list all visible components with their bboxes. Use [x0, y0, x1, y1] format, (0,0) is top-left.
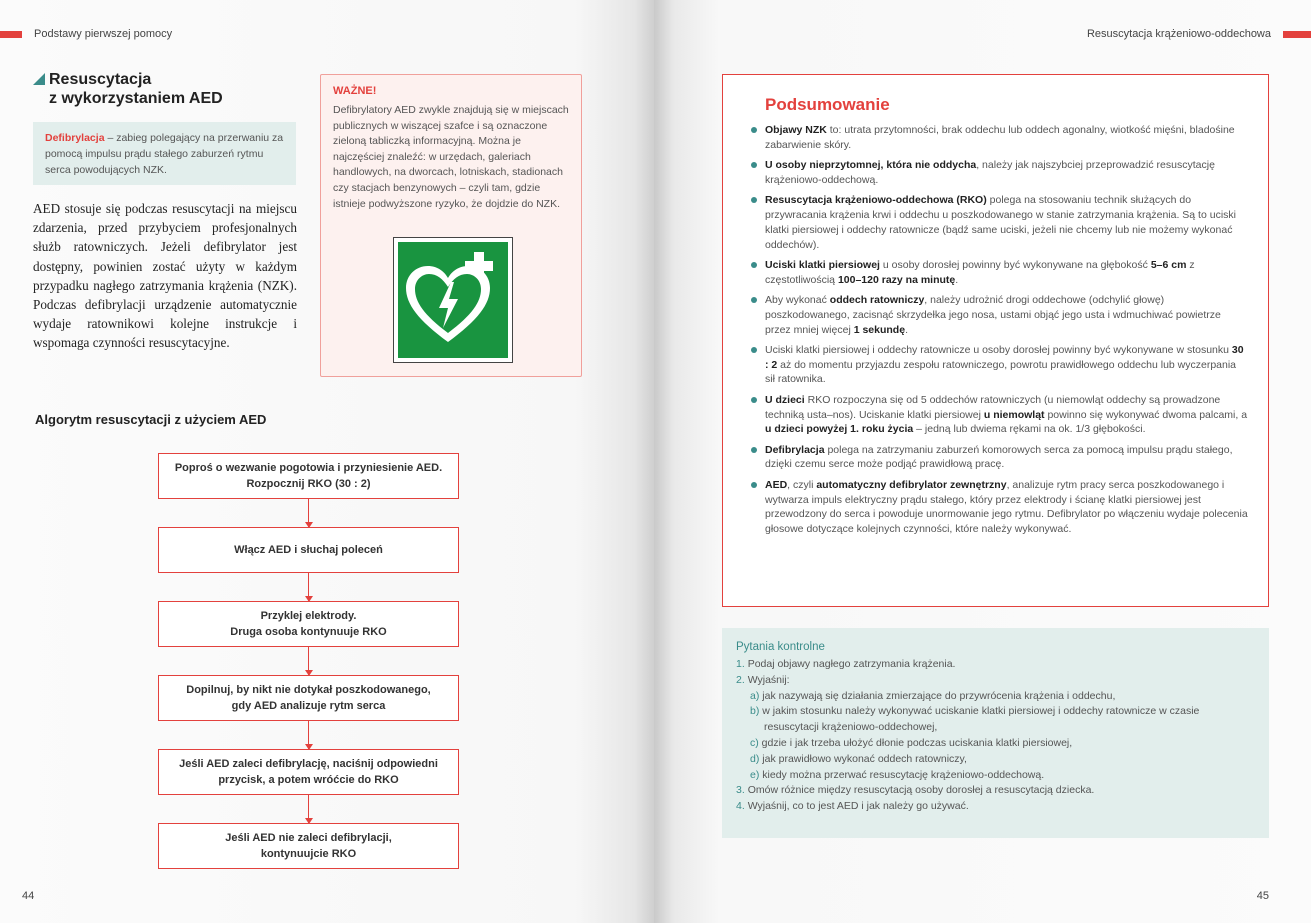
- flow-step-line: Przyklej elektrody.: [260, 610, 357, 622]
- flow-step: [158, 527, 459, 573]
- summary-bold: U osoby nieprzytomnej, która nie oddycha: [765, 159, 977, 172]
- flow-step-line: Włącz AED i słuchaj poleceń: [234, 544, 383, 556]
- flow-step-line: Dopilnuj, by nikt nie dotykał poszkodowanego,: [186, 684, 431, 696]
- flow-arrow: [308, 499, 309, 527]
- question-item: [736, 657, 1255, 673]
- summary-bold: oddech ratowniczy: [829, 293, 925, 306]
- summary-bold: 5–6 cm: [1150, 258, 1187, 271]
- flow-arrow: [308, 647, 309, 675]
- summary-text: – jedną lub dwiema rękami na ok. 1/3 głębokości.: [913, 423, 1146, 436]
- triangle-marker-icon: [33, 73, 45, 85]
- summary-text: to: utrata przytomności, brak oddechu lub oddech agonalny, wiotkość mięśni, bladośine zabarwienie skóry.: [765, 124, 1235, 151]
- important-text: Defibrylatory AED zwykle znajdują się w miejscach publicznych w wiszącej szafce i są oznaczone zieloną tabliczką informacyjną. Można je najczęściej znaleźć: w urzędach, galeriach handlowych, na dworcach, lotniskach, stadionach czy stacjach benzynowych – czyli tam, gdzie istnieje podwyższone ryzyko, że dojdzie do NZK.: [333, 104, 569, 210]
- summary-bold: Defibrylacja: [765, 443, 825, 456]
- summary-text: .: [905, 323, 908, 336]
- running-header-left: Podstawy pierwszej pomocy: [34, 28, 173, 40]
- flow-step-line: Jeśli AED zaleci defibrylację, naciśnij odpowiedni: [179, 758, 438, 770]
- question-text: gdzie i jak trzeba ułożyć dłonie podczas uciskania klatki piersiowej,: [761, 736, 1073, 749]
- question-number: 4.: [736, 800, 748, 813]
- flow-step-line: przycisk, a potem wróćcie do RKO: [218, 774, 399, 786]
- page-number-right: 45: [1256, 890, 1269, 902]
- summary-text: powinno się wykonywać dwoma palcami, a: [1044, 408, 1248, 421]
- question-number: 2.: [736, 673, 748, 686]
- flow-step: [158, 453, 459, 499]
- summary-text: polega na stosowaniu technik służących do przywracania krążenia krwi i oddechu u poszkodowanego w stanie zatrzymania krążenia. Są to uciski klatki piersiowej i oddechy ratownicze (bądź same uciski, jeżeli nie chcemy lub nie możemy wykonać oddechów).: [765, 194, 1236, 251]
- summary-item: [765, 393, 1248, 437]
- question-text: jak prawidłowo wykonać oddech ratowniczy,: [762, 752, 967, 765]
- question-text: jak nazywają się działania zmierzające do przywrócenia krążenia i oddechu,: [762, 689, 1116, 702]
- summary-item: [765, 258, 1248, 288]
- summary-item: [765, 293, 1248, 337]
- summary-item: [765, 193, 1248, 252]
- question-item: [736, 673, 1255, 689]
- questions-box: [722, 628, 1269, 838]
- question-number: 3.: [736, 784, 748, 797]
- flow-step: [158, 675, 459, 721]
- question-item: [736, 704, 1255, 720]
- summary-item: [765, 443, 1248, 473]
- section-title: Resuscytacja z wykorzystaniem AED: [33, 70, 223, 108]
- flow-step-line: Druga osoba kontynuuje RKO: [230, 626, 387, 638]
- flow-step: [158, 823, 459, 869]
- question-item: [736, 768, 1255, 784]
- heart-lightning-cross-icon: [398, 242, 508, 358]
- aed-sign-icon: [393, 237, 513, 363]
- summary-item: [765, 343, 1248, 387]
- right-page: [654, 0, 1311, 923]
- flow-step-line: kontynuujcie RKO: [260, 848, 357, 860]
- flow-arrow: [308, 573, 309, 601]
- flow-step: [158, 749, 459, 795]
- important-box: [320, 74, 582, 377]
- summary-text: .: [955, 273, 959, 286]
- question-number: a): [750, 689, 763, 702]
- definition-text: – zabieg polegający na przerwaniu za pomocą impulsu prądu stałego zaburzeń rytmu serca powodujących NZK.: [45, 132, 284, 176]
- flow-step-line: Rozpocznij RKO (30 : 2): [246, 478, 371, 490]
- summary-bold: AED: [765, 478, 788, 491]
- question-item: [736, 783, 1255, 799]
- question-text: kiedy można przerwać resuscytację krążeniowo-oddechową.: [762, 768, 1045, 781]
- summary-text: , należy jak najszybciej przeprowadzić resuscytację krążeniowo-oddechową.: [765, 159, 1215, 186]
- summary-list: [765, 123, 1248, 537]
- question-text: Wyjaśnij:: [747, 673, 790, 686]
- summary-text: aż do momentu przyjazdu zespołu ratowniczego, powrotu prawidłowego oddechu lub wyczerpania sił ratownika.: [765, 358, 1237, 386]
- summary-bold: Uciski klatki piersiowej: [765, 258, 880, 271]
- summary-bold: Resuscytacja krążeniowo-oddechowa (RKO): [765, 194, 987, 207]
- header-accent-bar: [1283, 31, 1311, 38]
- summary-text: Uciski klatki piersiowej i oddechy ratownicze u osoby dorosłej powinny być wykonywane w stosunku: [765, 343, 1232, 356]
- flow-arrow: [308, 795, 309, 823]
- summary-bold: u niemowląt: [983, 408, 1045, 421]
- flow-arrow: [308, 721, 309, 749]
- question-item: [736, 689, 1255, 705]
- summary-title: Podsumowanie: [765, 95, 890, 114]
- question-number: 1.: [736, 658, 748, 670]
- summary-bold: 30 : 2: [765, 343, 1244, 371]
- summary-item: [765, 478, 1248, 537]
- summary-text: z częstotliwością: [765, 258, 1195, 286]
- questions-list: [736, 657, 1255, 815]
- questions-title: Pytania kontrolne: [736, 641, 825, 653]
- summary-text: u osoby dorosłej powinny być wykonywane na głębokość: [879, 258, 1151, 271]
- flow-step: [158, 601, 459, 647]
- page-number-left: 44: [22, 890, 35, 902]
- summary-bold: 100–120 razy na minutę: [837, 273, 956, 286]
- summary-item: [765, 123, 1248, 153]
- running-header-right: Resuscytacja krążeniowo-oddechowa: [1086, 28, 1271, 40]
- flow-step-line: Jeśli AED nie zaleci defibrylacji,: [225, 832, 392, 844]
- question-text: Wyjaśnij, co to jest AED i jak należy go używać.: [747, 800, 969, 813]
- question-text: w jakim stosunku należy wykonywać uciskanie klatki piersiowej i oddechy ratownicze w czasie: [762, 705, 1200, 718]
- question-item: [736, 752, 1255, 768]
- question-text: Podaj objawy nagłego zatrzymania krążenia.: [747, 658, 956, 670]
- summary-bold: 1 sekundę: [853, 323, 906, 336]
- question-item: [736, 736, 1255, 752]
- body-paragraph: AED stosuje się podczas resuscytacji na miejscu zdarzenia, przed przybyciem profesjonalnych służb ratowniczych. Jeżeli defibrylator jest dostępny, powinien zostać użyty w każdym przypadku nagłego zatrzymania krążenia (NZK). Podczas defibrylacji urządzenie automatycznie wydaje ratownikowi kolejne instrukcje i wspomaga czynności resuscytacyjne.: [33, 201, 297, 351]
- definition-box: [33, 122, 296, 185]
- question-text: Omów różnice między resuscytacją osoby dorosłej a resuscytacją dziecka.: [747, 784, 1095, 797]
- question-item: [736, 799, 1255, 815]
- header-accent-bar: [0, 31, 22, 38]
- important-title: WAŻNE!: [333, 85, 377, 97]
- summary-box: [722, 74, 1269, 607]
- summary-text: RKO rozpoczyna się od 5 oddechów ratowniczych (u niemowląt oddechy są prowadzone techniką usta–nos). Uciskanie klatki piersiowej: [765, 393, 1221, 421]
- flow-step-line: gdy AED analizuje rytm serca: [231, 700, 386, 712]
- summary-item: [765, 158, 1248, 188]
- summary-bold: automatyczny defibrylator zewnętrzny: [816, 478, 1007, 491]
- summary-text: Aby wykonać: [765, 293, 830, 306]
- summary-text: , czyli: [787, 478, 817, 491]
- question-number: c): [750, 736, 762, 749]
- definition-term: Defibrylacja: [45, 132, 105, 144]
- summary-bold: U dzieci: [765, 393, 805, 406]
- question-text: resuscytacji krążeniowo-oddechowej,: [764, 721, 938, 734]
- left-page: [0, 0, 654, 923]
- question-number: e): [750, 768, 763, 781]
- question-item: [736, 720, 1255, 736]
- algorithm-title: Algorytm resuscytacji z użyciem AED: [35, 412, 267, 427]
- summary-text: , należy udrożnić drogi oddechowe (odchylić głowę) poszkodowanego, zacisnąć skrzydełka jego nosa, ustami objąć jego usta i wdmuchiwać powietrze przez mniej więcej: [765, 293, 1221, 336]
- flow-step-line: Poproś o wezwanie pogotowia i przyniesienie AED.: [174, 462, 443, 474]
- summary-bold: u dzieci powyżej 1. roku życia: [765, 423, 914, 436]
- question-number: b): [750, 705, 763, 718]
- summary-bold: Objawy NZK: [765, 124, 827, 136]
- question-number: d): [750, 752, 763, 765]
- summary-text: polega na zatrzymaniu zaburzeń komorowych serca za pomocą impulsu prądu stałego, dzięki czemu serce może podjąć prawidłową pracę.: [765, 443, 1233, 471]
- summary-text: , analizuje rytm pracy serca poszkodowanego i wytwarza impuls elektryczny prądu stałego, który przez elektrody i ścianę klatki piersiowej jest przewodzony do serca i powoduje unormowanie jego rytmu. Defibrylator po włączeniu wydaje polecenia głosowe dotyczące kolejnych czynności, które należy wykonywać.: [765, 478, 1248, 536]
